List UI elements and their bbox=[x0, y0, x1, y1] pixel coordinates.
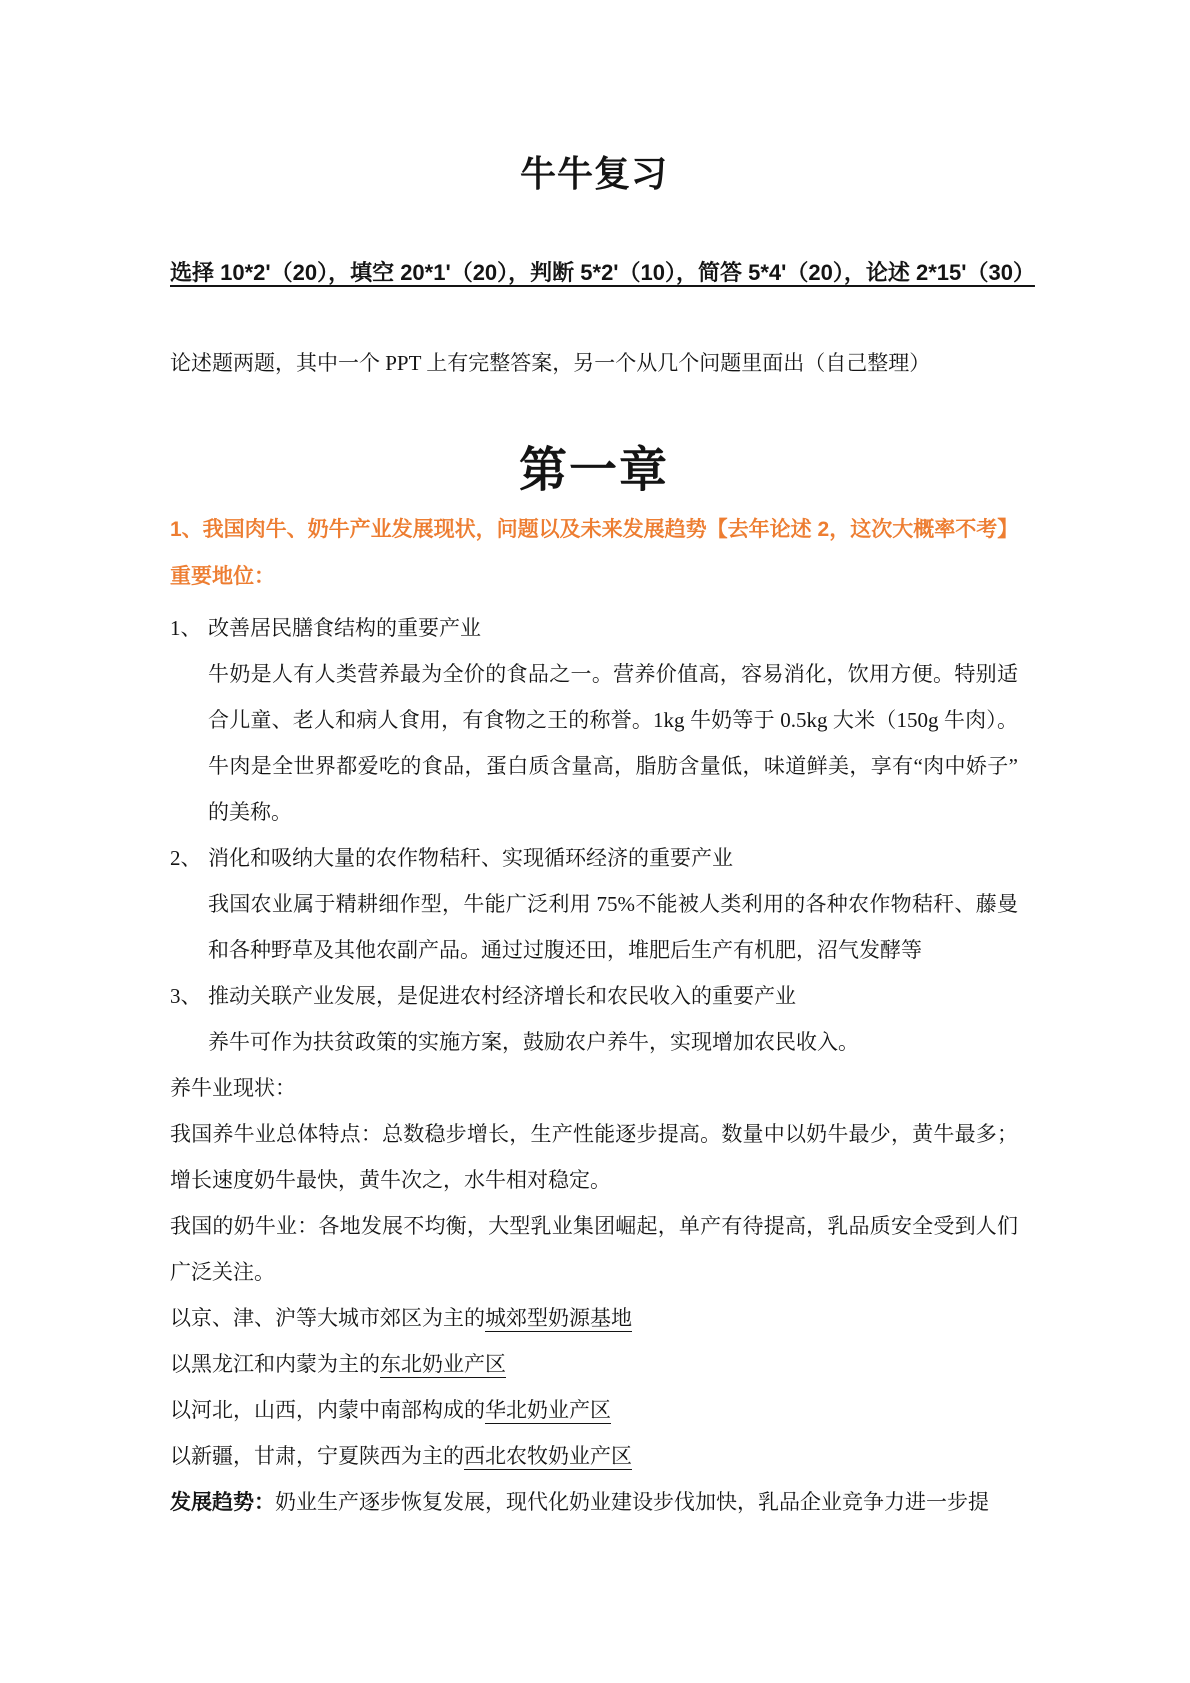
item-2-number: 2、 bbox=[170, 846, 202, 870]
region-name-underlined: 西北农牧奶业产区 bbox=[464, 1444, 632, 1468]
importance-item-3 bbox=[170, 973, 1018, 1065]
importance-heading: 重要地位： bbox=[170, 565, 275, 588]
region-name-underlined: 城郊型奶源基地 bbox=[485, 1306, 632, 1330]
essay-note: 论述题两题，其中一个 PPT 上有完整答案，另一个从几个问题里面出（自己整理） bbox=[170, 351, 931, 375]
importance-item-1 bbox=[170, 605, 1018, 835]
importance-item-1-title bbox=[170, 605, 1018, 651]
region-prefix: 以河北，山西，内蒙中南部构成的 bbox=[170, 1398, 485, 1422]
chapter-heading: 第一章 bbox=[518, 444, 669, 497]
doc-title: 牛牛复习 bbox=[519, 154, 668, 194]
status-paragraph-1: 我国养牛业总体特点：总数稳步增长，生产性能逐步提高。数量中以奶牛最少，黄牛最多；增长速度奶牛最快，黄牛次之，水牛相对稳定。 bbox=[170, 1122, 1018, 1192]
status-heading: 养牛业现状： bbox=[170, 1076, 296, 1100]
importance-item-2 bbox=[170, 835, 1018, 973]
region-prefix: 以新疆，甘肃，宁夏陕西为主的 bbox=[170, 1444, 464, 1468]
importance-item-2-title bbox=[170, 835, 1018, 881]
region-line-north bbox=[170, 1387, 1018, 1433]
region-line-suburban bbox=[170, 1295, 1018, 1341]
region-name-underlined: 东北奶业产区 bbox=[380, 1352, 506, 1376]
trend-paragraph bbox=[170, 1479, 1018, 1525]
item-2-title-text: 消化和吸纳大量的农作物秸秆、实现循环经济的重要产业 bbox=[208, 846, 733, 870]
importance-item-1-detail: 牛奶是人有人类营养最为全价的食品之一。营养价值高，容易消化，饮用方便。特别适合儿童、老人和病人食用，有食物之王的称誉。1kg 牛奶等于 0.5kg 大米（150g 牛肉）。牛肉是全世界都爱吃的食品，蛋白质含量高，脂肪含量低，味道鲜美，享有“肉中娇子”的美称。 bbox=[208, 662, 1018, 824]
region-prefix: 以京、津、沪等大城市郊区为主的 bbox=[170, 1306, 485, 1330]
importance-item-2-detail: 我国农业属于精耕细作型，牛能广泛利用 75%不能被人类利用的各种农作物秸秆、藤曼和各种野草及其他农副产品。通过过腹还田，堆肥后生产有机肥，沼气发酵等 bbox=[208, 892, 1018, 962]
item-1-number: 1、 bbox=[170, 616, 202, 640]
item-1-title-text: 改善居民膳食结构的重要产业 bbox=[208, 616, 481, 640]
trend-text: 奶业生产逐步恢复发展，现代化奶业建设步伐加快，乳品企业竞争力进一步提 bbox=[275, 1490, 989, 1514]
chapter-body bbox=[170, 605, 1018, 1525]
item-3-title-text: 推动关联产业发展，是促进农村经济增长和农民收入的重要产业 bbox=[208, 984, 796, 1008]
region-name-underlined: 华北奶业产区 bbox=[485, 1398, 611, 1422]
region-line-northeast bbox=[170, 1341, 1018, 1387]
region-prefix: 以黑龙江和内蒙为主的 bbox=[170, 1352, 380, 1376]
item-3-number: 3、 bbox=[170, 984, 202, 1008]
importance-item-3-title bbox=[170, 973, 1018, 1019]
exam-scheme-line: 选择 10*2'（20），填空 20*1'（20），判断 5*2'（10），简答 5*4'（20），论述 2*15'（30） bbox=[170, 260, 1035, 285]
status-paragraph-2: 我国的奶牛业：各地发展不均衡，大型乳业集团崛起，单产有待提高，乳品质安全受到人们广泛关注。 bbox=[170, 1214, 1018, 1284]
trend-label: 发展趋势： bbox=[170, 1490, 275, 1514]
importance-item-3-detail: 养牛可作为扶贫政策的实施方案，鼓励农户养牛，实现增加农民收入。 bbox=[208, 1030, 859, 1054]
topic-heading: 1、我国肉牛、奶牛产业发展现状，问题以及未来发展趋势【去年论述 2，这次大概率不考】 bbox=[170, 518, 1019, 541]
region-line-northwest bbox=[170, 1433, 1018, 1479]
